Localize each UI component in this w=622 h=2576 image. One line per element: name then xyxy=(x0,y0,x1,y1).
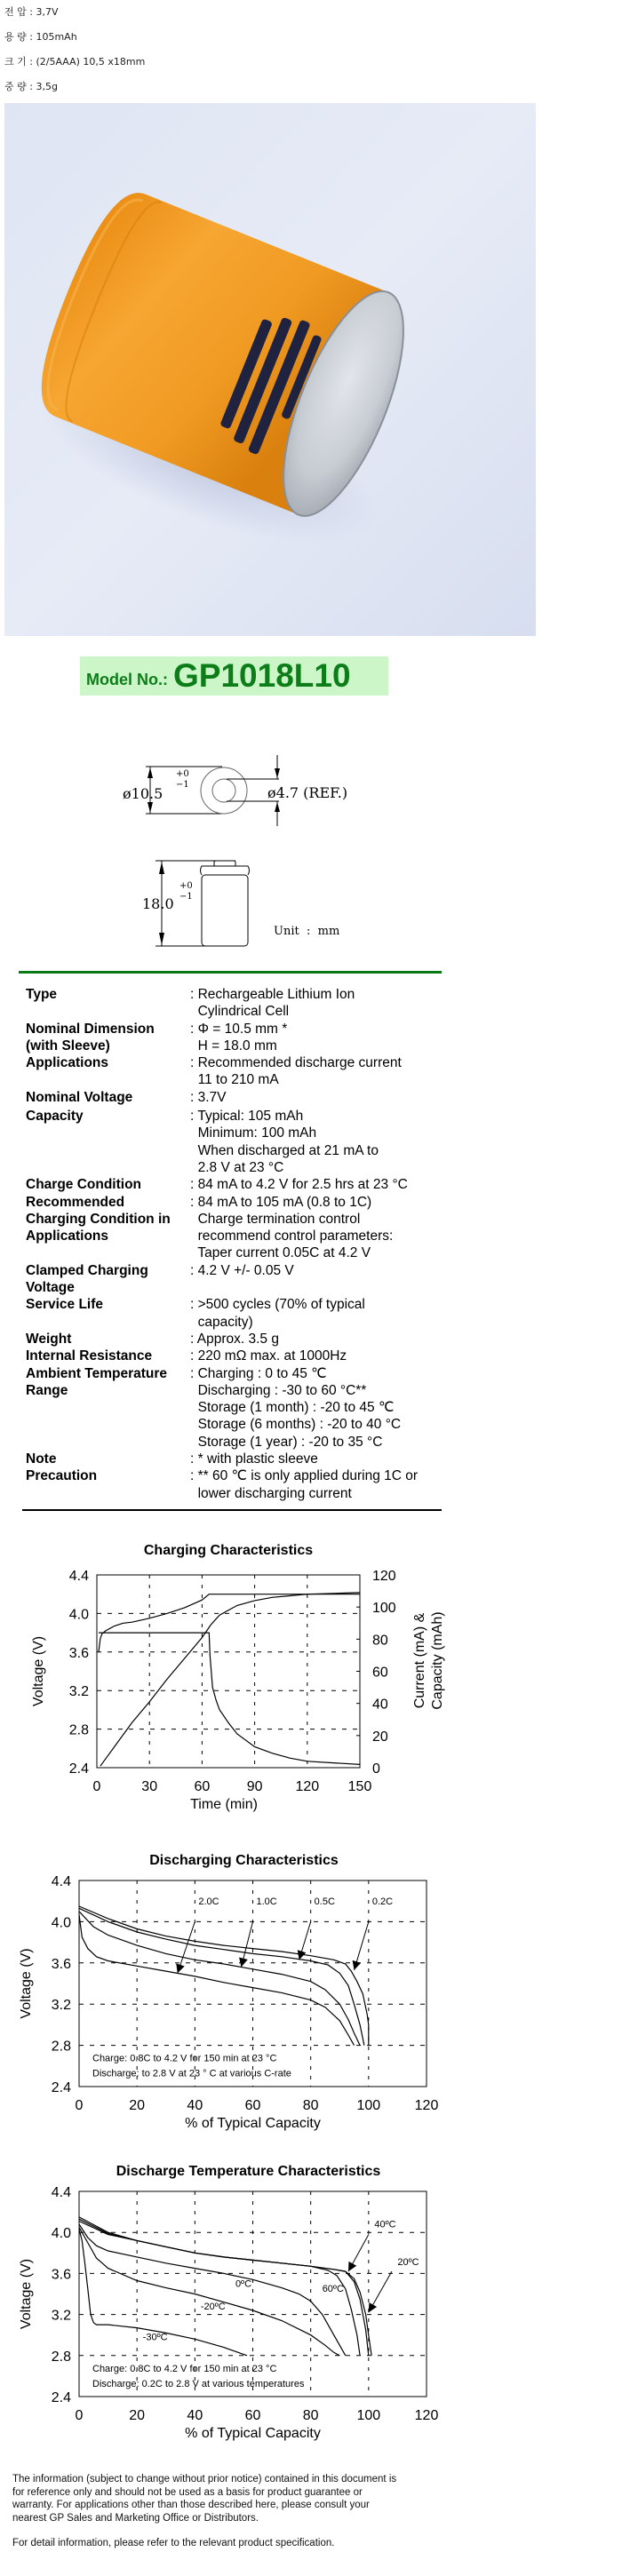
outer-tol-minus: −1 xyxy=(176,780,189,790)
spec-value-line: : Charging : 0 to 45 ℃ xyxy=(190,1365,327,1381)
x-tick-label: 60 xyxy=(244,2408,261,2423)
spec-value-line: : 84 mA to 4.2 V for 2.5 hrs at 23 °C xyxy=(190,1177,408,1193)
series-line-10C xyxy=(79,1912,360,2046)
arrow-head xyxy=(348,2262,356,2271)
series-label: 0ºC xyxy=(235,2278,252,2290)
spec-value-line: : ** 60 ℃ is only applied during 1C or xyxy=(190,1468,419,1484)
series-label: 0.2C xyxy=(371,1896,394,1908)
series-line-Current xyxy=(99,1633,360,1764)
spec-value-line: : 220 mΩ max. at 1000Hz xyxy=(190,1348,347,1364)
outer-diameter-label: ø10.5 xyxy=(123,785,163,802)
y-tick-label: 2.4 xyxy=(51,2390,71,2405)
spec-label-line: Ambient Temperature xyxy=(26,1365,168,1381)
y-axis-label: Voltage (V) xyxy=(19,1948,34,2019)
summary-weight: 중 량 : 3,5g xyxy=(4,81,58,92)
spec-value-line: Storage (6 months) : -20 to 40 °C xyxy=(190,1417,402,1433)
spec-value-line: : Φ = 10.5 mm * xyxy=(190,1021,288,1037)
spec-value-line: Cylindrical Cell xyxy=(190,1004,290,1020)
discharge-temperature-chart xyxy=(18,2154,444,2461)
y2-tick-label: 60 xyxy=(372,1665,388,1681)
x-tick-label: 40 xyxy=(187,2408,203,2423)
spec-value xyxy=(190,1365,443,1451)
spec-value-line: : Rechargeable Lithium Ion xyxy=(190,987,355,1002)
y-tick-label: 2.4 xyxy=(68,1761,89,1777)
spec-value xyxy=(190,1331,443,1348)
spec-label-line: Capacity xyxy=(26,1109,84,1125)
spec-label xyxy=(26,1021,195,1055)
spec-label xyxy=(26,1331,195,1348)
x-axis-label: % of Typical Capacity xyxy=(185,2116,321,2131)
spec-label-line: Voltage xyxy=(26,1280,75,1296)
arrow-head xyxy=(176,1963,184,1973)
spec-label-line: (with Sleeve) xyxy=(26,1038,110,1053)
spec-value xyxy=(190,1348,443,1364)
series-line-05C xyxy=(79,1908,364,2045)
summary-label: 크 기 xyxy=(4,56,27,68)
series-line-0C xyxy=(79,2224,346,2356)
y-tick-label: 3.6 xyxy=(51,1956,71,1972)
unit-label: Unit : mm xyxy=(274,925,340,938)
spec-value xyxy=(190,1467,443,1502)
plot-frame xyxy=(97,1575,360,1768)
y-axis-label: Voltage (V) xyxy=(19,2258,34,2330)
spec-value xyxy=(190,1262,443,1279)
spec-label xyxy=(26,1108,195,1125)
x-tick-label: 40 xyxy=(187,2098,203,2113)
summary-label: 중 량 xyxy=(4,81,27,92)
chart-svg xyxy=(18,1532,444,1817)
y-tick-label: 2.8 xyxy=(68,1722,89,1738)
dimension-diagram xyxy=(116,746,382,950)
chart-svg xyxy=(18,1843,444,2136)
series-line-20C xyxy=(79,2227,339,2355)
spec-value-line: : * with plastic sleeve xyxy=(190,1451,318,1467)
x-tick-label: 100 xyxy=(356,2408,381,2423)
spec-value-line: : Recommended discharge current xyxy=(190,1055,402,1071)
spec-value-line: Discharging : -30 to 60 °C** xyxy=(190,1382,367,1398)
y2-axis-label: Capacity (mAh) xyxy=(430,1611,445,1710)
height-label: 18.0 xyxy=(142,895,174,912)
disclaimer-line: for reference only and should not be used as a basis for product guarantee or xyxy=(12,2486,363,2498)
spec-label-line: Applications xyxy=(26,1228,109,1244)
chart-note: Charge: 0.8C to 4.2 V for 150 min at 23 °C xyxy=(92,2053,277,2064)
spec-value-line: : Approx. 3.5 g xyxy=(190,1332,279,1347)
y-tick-label: 3.6 xyxy=(68,1645,89,1661)
spec-label xyxy=(26,1365,195,1400)
x-tick-label: 20 xyxy=(129,2098,146,2113)
spec-label-line: Weight xyxy=(26,1332,72,1347)
x-tick-label: 150 xyxy=(347,1779,372,1794)
x-tick-label: 120 xyxy=(414,2408,439,2423)
spec-value-line: H = 18.0 mm xyxy=(190,1038,277,1053)
spec-value xyxy=(190,986,443,1021)
discharging-chart xyxy=(18,1843,444,2141)
summary-value: 105mAh xyxy=(36,31,77,43)
series-label: 2.0C xyxy=(198,1896,219,1908)
y-axis-label: Voltage (V) xyxy=(31,1635,46,1707)
y2-tick-label: 120 xyxy=(372,1569,396,1584)
spec-table-bottom-rule xyxy=(22,1509,442,1511)
spec-label-line: Note xyxy=(26,1451,57,1467)
height-tol-minus: −1 xyxy=(179,892,193,902)
y-tick-label: 2.8 xyxy=(51,2039,71,2055)
spec-value-line: When discharged at 21 mA to xyxy=(190,1142,379,1158)
spec-value xyxy=(190,1451,443,1467)
chart-note: Discharge: 0.2C to 2.8 V at various temperatures xyxy=(92,2378,305,2389)
section-divider xyxy=(19,971,442,974)
y-tick-label: 4.0 xyxy=(68,1607,89,1623)
spec-label-line: Charging Condition in xyxy=(26,1211,171,1227)
spec-label xyxy=(26,1451,195,1467)
y-tick-label: 3.2 xyxy=(51,1998,71,2014)
x-tick-label: 0 xyxy=(92,1779,101,1794)
series-label: -30ºC xyxy=(142,2332,168,2343)
battery-photo xyxy=(4,103,536,636)
chart-title: Discharging Characteristics xyxy=(149,1853,339,1868)
spec-value xyxy=(190,1089,443,1106)
series-label: 20ºC xyxy=(397,2257,419,2269)
x-tick-label: 0 xyxy=(75,2408,84,2423)
chart-title: Discharge Temperature Characteristics xyxy=(116,2164,381,2179)
series-line-60C xyxy=(79,2222,360,2356)
spec-label-line: Range xyxy=(26,1382,68,1398)
chart-note: Charge: 0.8C to 4.2 V for 150 min at 23 °C xyxy=(92,2363,277,2374)
spec-value xyxy=(190,1194,443,1262)
series-label: 1.0C xyxy=(256,1896,277,1908)
chart-svg xyxy=(18,2154,444,2456)
spec-label xyxy=(26,1262,195,1297)
summary-value: 3,7V xyxy=(36,6,59,18)
charging-chart xyxy=(18,1532,444,1821)
series-label: 60ºC xyxy=(322,2284,344,2295)
summary-label: 전 압 xyxy=(4,6,27,18)
y-tick-label: 2.4 xyxy=(51,2080,71,2095)
spec-value-line: : 4.2 V +/- 0.05 V xyxy=(190,1262,294,1278)
chart-note: Discharge: to 2.8 V at 23 ° C at various C-rate xyxy=(92,2068,291,2079)
spec-value xyxy=(190,1021,443,1055)
arrow-head xyxy=(369,2302,377,2312)
spec-label xyxy=(26,1176,195,1193)
spec-value-line: Charge termination control xyxy=(190,1211,361,1227)
summary-capacity: 용 량 : 105mAh xyxy=(4,31,77,43)
series-line-Capacity xyxy=(100,1593,360,1766)
spec-value-line: lower discharging current xyxy=(190,1485,352,1501)
series-label: -20ºC xyxy=(200,2301,226,2312)
disclaimer-line: warranty. For applications other than those described here, please consult your xyxy=(12,2500,370,2511)
disclaimer-line: nearest GP Sales and Marketing Office or Distributors. xyxy=(12,2512,259,2524)
x-axis-label: Time (min) xyxy=(190,1797,258,1812)
y-tick-label: 2.8 xyxy=(51,2349,71,2365)
spec-label xyxy=(26,986,195,1003)
spec-value xyxy=(190,1108,443,1176)
model-label: Model No.: xyxy=(86,670,168,688)
spec-value-line: 11 to 210 mA xyxy=(190,1072,279,1088)
model-banner xyxy=(80,656,388,696)
spec-value-line: : Typical: 105 mAh xyxy=(190,1109,304,1125)
spec-label xyxy=(26,1194,195,1245)
arrow-head xyxy=(353,1960,362,1970)
height-tol-plus: +0 xyxy=(179,881,193,891)
spec-label xyxy=(26,1089,195,1106)
spec-label xyxy=(26,1296,195,1313)
x-tick-label: 0 xyxy=(75,2098,84,2113)
spec-label-line: Precaution xyxy=(26,1468,98,1484)
spec-value xyxy=(190,1176,443,1193)
x-tick-label: 80 xyxy=(302,2408,319,2423)
arrow-head xyxy=(239,1958,248,1968)
spec-label-line: Clamped Charging xyxy=(26,1262,148,1278)
x-tick-label: 30 xyxy=(141,1779,158,1794)
disclaimer-line: The information (subject to change without prior notice) contained in this document is xyxy=(12,2474,397,2485)
y-tick-label: 3.6 xyxy=(51,2267,71,2283)
spec-label xyxy=(26,1054,195,1071)
x-tick-label: 90 xyxy=(246,1779,263,1794)
spec-label xyxy=(26,1348,195,1364)
y2-tick-label: 0 xyxy=(372,1761,380,1777)
y-tick-label: 4.4 xyxy=(51,2185,71,2200)
x-tick-label: 60 xyxy=(244,2098,261,2113)
spec-value xyxy=(190,1054,443,1089)
outer-tol-plus: +0 xyxy=(176,769,189,779)
spec-label-line: Nominal Voltage xyxy=(26,1089,133,1105)
y-tick-label: 4.0 xyxy=(51,2226,71,2242)
series-label: 40ºC xyxy=(374,2219,396,2230)
series-line-Voltage xyxy=(99,1594,360,1652)
series-line-20C xyxy=(79,1914,355,2045)
x-tick-label: 120 xyxy=(414,2098,439,2113)
y2-tick-label: 20 xyxy=(372,1729,388,1745)
spec-value-line: Storage (1 year) : -20 to 35 °C xyxy=(190,1434,383,1450)
x-axis-label: % of Typical Capacity xyxy=(185,2426,321,2441)
spec-value-line: Taper current 0.05C at 4.2 V xyxy=(190,1245,371,1261)
spec-label-line: Type xyxy=(26,987,58,1002)
y2-tick-label: 100 xyxy=(372,1601,396,1617)
chart-title: Charging Characteristics xyxy=(143,1543,314,1558)
y-tick-label: 3.2 xyxy=(51,2308,71,2324)
summary-label: 용 량 xyxy=(4,31,27,43)
summary-size: 크 기 : (2/5AAA) 10,5 x18mm xyxy=(4,56,146,68)
x-tick-label: 20 xyxy=(129,2408,146,2423)
inner-diameter-label: ø4.7 (REF.) xyxy=(267,784,348,801)
spec-value-line: 2.8 V at 23 °C xyxy=(190,1159,284,1175)
spec-label-line: Recommended xyxy=(26,1194,125,1210)
y-tick-label: 4.4 xyxy=(51,1874,71,1889)
x-tick-label: 60 xyxy=(194,1779,211,1794)
spec-label-line: Internal Resistance xyxy=(26,1348,153,1364)
summary-value: 3,5g xyxy=(36,81,58,92)
model-number: GP1018L10 xyxy=(173,657,351,694)
spec-label-line: Applications xyxy=(26,1055,109,1071)
spec-label-line: Charge Condition xyxy=(26,1177,142,1193)
y-tick-label: 4.0 xyxy=(51,1915,71,1931)
spec-label-line: Service Life xyxy=(26,1297,104,1313)
y-tick-label: 3.2 xyxy=(68,1684,89,1700)
y-tick-label: 4.4 xyxy=(68,1569,89,1584)
summary-voltage: 전 압 : 3,7V xyxy=(4,6,59,18)
spec-label xyxy=(26,1467,195,1484)
spec-value-line: capacity) xyxy=(190,1314,253,1330)
dimension-arrows xyxy=(148,767,280,945)
spec-value xyxy=(190,1296,443,1331)
spec-value-line: : >500 cycles (70% of typical xyxy=(190,1297,365,1313)
x-tick-label: 120 xyxy=(295,1779,320,1794)
series-label: 0.5C xyxy=(314,1896,335,1908)
detail-note: For detail information, please refer to the relevant product specification. xyxy=(12,2538,335,2549)
spec-label-line: Nominal Dimension xyxy=(26,1021,155,1037)
summary-value: (2/5AAA) 10,5 x18mm xyxy=(36,56,146,68)
y2-axis-label: Current (mA) & xyxy=(412,1612,427,1709)
y2-tick-label: 80 xyxy=(372,1633,388,1649)
spec-value-line: recommend control parameters: xyxy=(190,1228,394,1244)
x-tick-label: 80 xyxy=(302,2098,319,2113)
footer-disclaimer xyxy=(12,2473,457,2550)
spec-value-line: Minimum: 100 mAh xyxy=(190,1125,317,1141)
spec-value-line: : 3.7V xyxy=(190,1089,227,1105)
y2-tick-label: 40 xyxy=(372,1697,388,1713)
spec-value-line: Storage (1 month) : -20 to 45 ℃ xyxy=(190,1400,395,1416)
x-tick-label: 100 xyxy=(356,2098,381,2113)
spec-value-line: : 84 mA to 105 mA (0.8 to 1C) xyxy=(190,1194,372,1210)
